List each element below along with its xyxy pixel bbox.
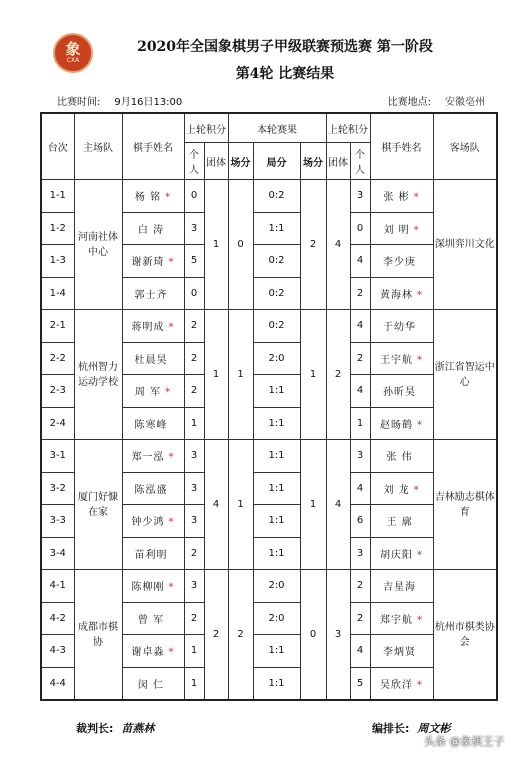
red-side-star: * xyxy=(417,614,424,626)
game-result: 0:2 xyxy=(253,180,300,213)
red-side-star: * xyxy=(417,679,424,691)
home-individual-points: 3 xyxy=(184,440,204,473)
away-player xyxy=(370,602,433,635)
home-team-points: 2 xyxy=(204,570,228,701)
home-player xyxy=(122,212,184,245)
away-player-name: 于幼华 xyxy=(383,322,417,334)
away-match-score: 1 xyxy=(300,440,326,570)
board-number: 2-4 xyxy=(41,407,74,440)
col-this-round: 本轮赛果 xyxy=(228,113,326,143)
col-away-prev-points: 上轮积分 xyxy=(326,113,370,143)
away-player xyxy=(370,310,433,343)
away-player xyxy=(370,342,433,375)
home-player xyxy=(122,602,184,635)
table-row xyxy=(41,570,497,603)
away-player-name: 张 彬 xyxy=(383,192,410,204)
board-number: 2-2 xyxy=(41,342,74,375)
away-match-score: 1 xyxy=(300,310,326,440)
home-individual-points: 3 xyxy=(184,505,204,538)
home-match-score: 1 xyxy=(228,440,253,570)
col-away-team-pts: 团体 xyxy=(326,143,350,180)
home-team: 河南社体中心 xyxy=(74,180,122,310)
away-player-name: 王 廓 xyxy=(386,517,413,529)
results-body xyxy=(41,180,497,701)
place-value: 安徽亳州 xyxy=(445,97,485,108)
board-number: 4-4 xyxy=(41,667,74,700)
game-result: 1:1 xyxy=(253,635,300,668)
board-number: 4-1 xyxy=(41,570,74,603)
away-individual-points: 2 xyxy=(350,570,370,603)
home-player xyxy=(122,570,184,603)
away-team-points: 2 xyxy=(326,310,350,440)
col-away-individual: 个人 xyxy=(350,143,370,180)
away-player-name: 李少庚 xyxy=(383,257,417,269)
home-player xyxy=(122,407,184,440)
game-result: 1:1 xyxy=(253,407,300,440)
away-match-score: 2 xyxy=(300,180,326,310)
game-result: 1:1 xyxy=(253,505,300,538)
page-subtitle: 第4轮 比赛结果 xyxy=(235,66,335,82)
home-team-points: 1 xyxy=(204,310,228,440)
home-player xyxy=(122,310,184,343)
col-home-score: 场分 xyxy=(228,143,253,180)
away-player-name: 刘 龙 xyxy=(383,484,410,496)
col-away-player: 棋手姓名 xyxy=(370,113,433,180)
home-individual-points: 1 xyxy=(184,667,204,700)
home-player-name: 陈泓盛 xyxy=(134,484,168,496)
away-player xyxy=(370,505,433,538)
away-player-name: 刘 明 xyxy=(383,224,410,236)
home-individual-points: 2 xyxy=(184,310,204,343)
game-result: 2:0 xyxy=(253,570,300,603)
game-result: 0:2 xyxy=(253,310,300,343)
place-label: 比赛地点: xyxy=(387,97,431,108)
away-team: 吉林励志棋体育 xyxy=(433,440,497,570)
away-player-name: 张 伟 xyxy=(386,452,413,464)
away-team-points: 4 xyxy=(326,440,350,570)
home-player xyxy=(122,472,184,505)
away-player xyxy=(370,537,433,570)
logo-glyph: 象 xyxy=(65,40,81,58)
home-individual-points: 1 xyxy=(184,635,204,668)
arranger-label: 编排长: xyxy=(372,722,410,735)
game-result: 1:1 xyxy=(253,667,300,700)
game-result: 1:1 xyxy=(253,212,300,245)
home-player xyxy=(122,375,184,408)
red-side-star: * xyxy=(168,322,175,334)
red-side-star: * xyxy=(413,192,420,204)
header-row-1 xyxy=(41,113,497,143)
home-player xyxy=(122,245,184,278)
home-player-name: 郭士齐 xyxy=(134,289,168,301)
match-time xyxy=(57,93,182,108)
home-player-name: 杜晨昊 xyxy=(134,354,168,366)
away-player xyxy=(370,667,433,700)
away-player xyxy=(370,245,433,278)
home-individual-points: 2 xyxy=(184,375,204,408)
col-home-team-pts: 团体 xyxy=(204,143,228,180)
home-team: 成都市棋协 xyxy=(74,570,122,701)
away-individual-points: 6 xyxy=(350,505,370,538)
away-player xyxy=(370,180,433,213)
away-team: 浙江省智运中心 xyxy=(433,310,497,440)
away-individual-points: 2 xyxy=(350,342,370,375)
home-individual-points: 5 xyxy=(184,245,204,278)
logo-sub: CXA xyxy=(66,57,80,64)
home-player-name: 钟少鸿 xyxy=(131,517,165,529)
away-individual-points: 4 xyxy=(350,472,370,505)
away-player-name: 李炳贤 xyxy=(383,647,417,659)
home-player xyxy=(122,342,184,375)
red-side-star: * xyxy=(417,419,424,431)
away-player-name: 赵旸鹤 xyxy=(380,419,414,431)
away-individual-points: 2 xyxy=(350,602,370,635)
home-player-name: 苗利明 xyxy=(134,549,168,561)
home-individual-points: 1 xyxy=(184,407,204,440)
home-player xyxy=(122,180,184,213)
referee-label: 裁判长: xyxy=(76,722,114,735)
red-side-star: * xyxy=(168,517,175,529)
col-away-score: 场分 xyxy=(300,143,326,180)
arranger-name: 周文彬 xyxy=(417,722,451,735)
away-player-name: 吉星海 xyxy=(383,582,417,594)
home-player xyxy=(122,440,184,473)
away-individual-points: 4 xyxy=(350,245,370,278)
away-individual-points: 3 xyxy=(350,440,370,473)
board-number: 3-3 xyxy=(41,505,74,538)
away-player xyxy=(370,635,433,668)
away-player xyxy=(370,440,433,473)
results-table xyxy=(40,112,498,701)
game-result: 2:0 xyxy=(253,342,300,375)
home-individual-points: 3 xyxy=(184,472,204,505)
home-player xyxy=(122,667,184,700)
board-number: 1-4 xyxy=(41,277,74,310)
away-team: 深圳弈川文化 xyxy=(433,180,497,310)
board-number: 3-1 xyxy=(41,440,74,473)
home-individual-points: 3 xyxy=(184,570,204,603)
home-match-score: 0 xyxy=(228,180,253,310)
home-player-name: 白 涛 xyxy=(137,224,165,236)
away-player xyxy=(370,375,433,408)
home-player xyxy=(122,537,184,570)
home-player-name: 陈柳刚 xyxy=(131,582,165,594)
home-team: 厦门好慷在家 xyxy=(74,440,122,570)
table-row xyxy=(41,440,497,473)
red-side-star: * xyxy=(417,354,424,366)
watermark: 头条 @象棋王子 xyxy=(424,735,505,748)
home-player-name: 杨 铭 xyxy=(134,192,162,204)
table-row xyxy=(41,180,497,213)
away-team: 杭州市棋类协会 xyxy=(433,570,497,701)
home-player xyxy=(122,277,184,310)
red-side-star: * xyxy=(168,582,175,594)
home-individual-points: 2 xyxy=(184,342,204,375)
away-player-name: 王宇航 xyxy=(380,354,414,366)
home-team: 杭州智力运动学校 xyxy=(74,310,122,440)
away-player xyxy=(370,212,433,245)
home-individual-points: 2 xyxy=(184,537,204,570)
home-player xyxy=(122,505,184,538)
red-side-star: * xyxy=(165,387,172,399)
home-individual-points: 0 xyxy=(184,180,204,213)
away-player xyxy=(370,277,433,310)
col-table: 台次 xyxy=(41,113,74,180)
home-player-name: 谢卓淼 xyxy=(131,647,165,659)
game-result: 1:1 xyxy=(253,537,300,570)
game-result: 1:1 xyxy=(253,440,300,473)
game-result: 1:1 xyxy=(253,375,300,408)
red-side-star: * xyxy=(168,452,175,464)
col-away-team: 客场队 xyxy=(433,113,497,180)
away-individual-points: 3 xyxy=(350,180,370,213)
game-result: 0:2 xyxy=(253,277,300,310)
board-number: 3-2 xyxy=(41,472,74,505)
home-player-name: 周 军 xyxy=(134,387,162,399)
red-side-star: * xyxy=(413,484,420,496)
red-side-star: * xyxy=(417,289,424,301)
home-match-score: 2 xyxy=(228,570,253,701)
away-player xyxy=(370,472,433,505)
home-individual-points: 0 xyxy=(184,277,204,310)
away-individual-points: 4 xyxy=(350,375,370,408)
red-side-star: * xyxy=(168,257,175,269)
table-row xyxy=(41,310,497,343)
away-player-name: 吴欣洋 xyxy=(380,679,414,691)
game-result: 2:0 xyxy=(253,602,300,635)
home-individual-points: 2 xyxy=(184,602,204,635)
col-home-individual: 个人 xyxy=(184,143,204,180)
board-number: 1-2 xyxy=(41,212,74,245)
home-player-name: 郑一泓 xyxy=(131,452,165,464)
red-side-star: * xyxy=(168,647,175,659)
game-result: 0:2 xyxy=(253,245,300,278)
match-place xyxy=(388,93,485,108)
away-individual-points: 1 xyxy=(350,407,370,440)
home-player xyxy=(122,635,184,668)
game-result: 1:1 xyxy=(253,472,300,505)
home-team-points: 4 xyxy=(204,440,228,570)
away-player-name: 胡庆阳 xyxy=(380,549,414,561)
col-home-player: 棋手姓名 xyxy=(122,113,184,180)
home-player-name: 陈寒峰 xyxy=(134,419,168,431)
col-game-score: 局分 xyxy=(253,143,300,180)
away-individual-points: 4 xyxy=(350,635,370,668)
board-number: 4-3 xyxy=(41,635,74,668)
away-team-points: 4 xyxy=(326,180,350,310)
board-number: 4-2 xyxy=(41,602,74,635)
board-number: 2-3 xyxy=(41,375,74,408)
board-number: 1-3 xyxy=(41,245,74,278)
home-player-name: 闵 仁 xyxy=(137,679,165,691)
away-individual-points: 4 xyxy=(350,310,370,343)
red-side-star: * xyxy=(417,549,424,561)
away-player xyxy=(370,570,433,603)
home-player-name: 曾 军 xyxy=(137,614,165,626)
red-side-star: * xyxy=(165,192,172,204)
red-side-star: * xyxy=(413,224,420,236)
home-team-points: 1 xyxy=(204,180,228,310)
board-number: 3-4 xyxy=(41,537,74,570)
page-title: 2020年全国象棋男子甲级联赛预选赛 第一阶段 xyxy=(137,39,433,55)
referee-name: 苗燕林 xyxy=(121,722,155,735)
time-value: 9月16日13:00 xyxy=(114,97,183,108)
home-player-name: 蒋明成 xyxy=(131,322,165,334)
away-player xyxy=(370,407,433,440)
away-player-name: 孙昕昊 xyxy=(383,387,417,399)
away-team-points: 3 xyxy=(326,570,350,701)
away-player-name: 郑宇航 xyxy=(380,614,414,626)
board-number: 1-1 xyxy=(41,180,74,213)
referee xyxy=(76,720,154,736)
away-player-name: 黄海林 xyxy=(380,289,414,301)
cxa-logo xyxy=(53,33,93,73)
col-home-prev-points: 上轮积分 xyxy=(184,113,228,143)
col-home-team: 主场队 xyxy=(74,113,122,180)
time-label: 比赛时间: xyxy=(57,97,101,108)
board-number: 2-1 xyxy=(41,310,74,343)
home-player-name: 谢新琦 xyxy=(131,257,165,269)
home-individual-points: 3 xyxy=(184,212,204,245)
away-individual-points: 0 xyxy=(350,212,370,245)
away-individual-points: 5 xyxy=(350,667,370,700)
home-match-score: 1 xyxy=(228,310,253,440)
away-individual-points: 3 xyxy=(350,537,370,570)
away-match-score: 0 xyxy=(300,570,326,701)
away-individual-points: 2 xyxy=(350,277,370,310)
